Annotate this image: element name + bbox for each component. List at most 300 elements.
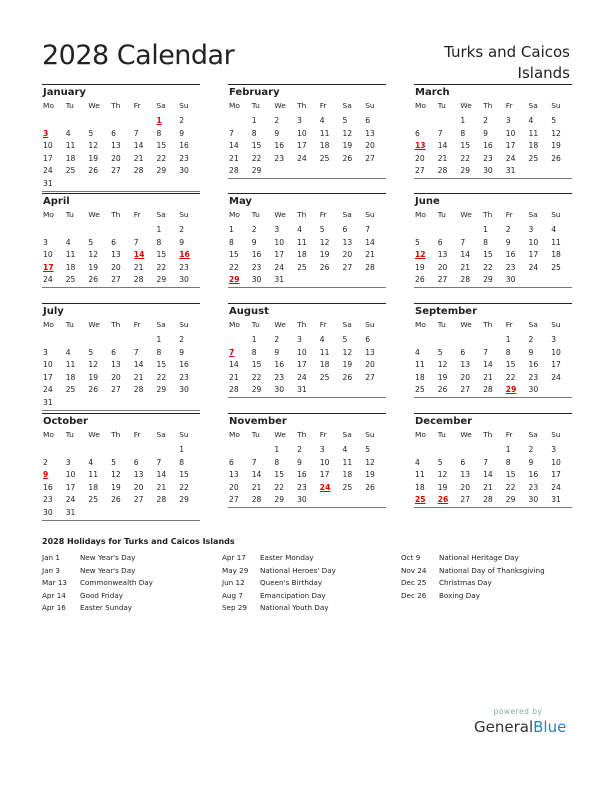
day-cell: 1 (229, 225, 234, 234)
day-cell: 19 (88, 262, 99, 272)
month-name: June (415, 196, 440, 207)
month-name: February (229, 87, 280, 98)
day-cell: 10 (319, 457, 330, 467)
day-cell: 11 (297, 237, 307, 247)
day-cell: 31 (43, 179, 53, 188)
day-cell: 11 (551, 237, 561, 247)
holiday-name: National Day of Thanksgiving (439, 565, 545, 575)
weekday-label: Fr (505, 430, 513, 439)
day-cell: 14 (483, 470, 493, 480)
month-name: January (43, 87, 86, 98)
day-cell: 2 (483, 116, 488, 125)
holiday-name: New Year's Day (80, 565, 136, 575)
day-cell: 25 (551, 262, 561, 272)
day-cell: 17 (43, 153, 53, 163)
weekday-label: Su (179, 430, 189, 439)
weekday-label: Fr (133, 430, 141, 439)
day-cell: 26 (88, 275, 99, 285)
day-cell: 2 (43, 457, 48, 467)
day-cell: 21 (251, 482, 262, 492)
day-cell: 7 (229, 347, 235, 357)
day-cell: 16 (297, 470, 307, 480)
weekday-label: Th (297, 320, 307, 329)
day-cell: 2 (251, 225, 257, 234)
day-cell: 31 (65, 508, 76, 517)
day-cell: 21 (483, 482, 493, 492)
day-cell: 23 (528, 482, 539, 492)
weekday-label: Su (179, 101, 189, 110)
weekday-label: Th (483, 101, 493, 110)
day-cell: 16 (483, 141, 493, 151)
day-cell: 6 (365, 116, 371, 125)
weekday-label: Th (483, 210, 493, 219)
day-cell: 22 (179, 482, 189, 492)
month-bottom-rule (228, 178, 386, 179)
day-cell: 7 (156, 457, 162, 467)
day-cell: 8 (505, 347, 511, 357)
day-cell: 17 (551, 360, 561, 370)
day-cell: 14 (460, 250, 471, 260)
day-cell: 1 (156, 116, 162, 125)
day-cell: 26 (319, 262, 330, 272)
day-cell: 21 (133, 372, 144, 382)
day-cell: 27 (111, 166, 121, 176)
day-cell: 5 (342, 335, 348, 344)
day-cell: 23 (251, 262, 262, 272)
day-cell: 31 (505, 166, 516, 176)
day-cell: 12 (88, 360, 99, 370)
day-cell: 22 (156, 262, 167, 272)
weekday-label: Th (297, 210, 307, 219)
day-cell: 13 (111, 141, 121, 151)
weekday-label: Th (297, 430, 307, 439)
day-cell: 28 (437, 166, 448, 176)
month-bottom-rule (414, 178, 572, 179)
day-cell: 8 (505, 457, 511, 467)
holiday-date: Nov 24 (401, 565, 427, 575)
day-cell: 22 (251, 153, 262, 163)
holidays-title: 2028 Holidays for Turks and Caicos Islands (42, 537, 235, 546)
day-cell: 3 (297, 116, 302, 125)
day-cell: 6 (437, 237, 443, 247)
day-cell: 31 (551, 495, 561, 505)
day-cell: 11 (319, 347, 330, 357)
month-name: May (229, 196, 252, 207)
day-cell: 5 (437, 457, 443, 467)
weekday-label: Sa (156, 320, 166, 329)
month-name: December (415, 416, 473, 427)
day-cell: 24 (551, 372, 561, 382)
month-name: October (43, 416, 88, 427)
day-cell: 16 (179, 360, 189, 370)
day-cell: 2 (528, 335, 534, 344)
day-cell: 6 (365, 335, 371, 344)
weekday-label: Fr (133, 101, 141, 110)
weekday-label: We (460, 430, 472, 439)
day-cell: 31 (274, 275, 285, 285)
month-bottom-rule (42, 410, 200, 411)
weekday-label: Fr (133, 210, 141, 219)
day-cell: 8 (179, 457, 185, 467)
day-cell: 2 (179, 116, 185, 125)
day-cell: 4 (415, 347, 420, 357)
footer-brand (474, 707, 574, 736)
day-cell: 4 (319, 335, 325, 344)
country-name-line2: Islands (517, 64, 570, 82)
day-cell: 20 (111, 372, 121, 382)
day-cell: 28 (229, 385, 239, 395)
day-cell: 26 (437, 495, 449, 505)
day-cell: 3 (43, 237, 48, 247)
day-cell: 4 (88, 457, 94, 467)
month-top-rule (42, 303, 200, 304)
day-cell: 20 (111, 262, 121, 272)
day-cell: 23 (179, 372, 189, 382)
day-cell: 1 (505, 445, 511, 454)
day-cell: 23 (505, 262, 516, 272)
day-cell: 30 (179, 275, 189, 285)
weekday-label: Sa (156, 210, 166, 219)
day-cell: 2 (274, 116, 280, 125)
day-cell: 29 (156, 275, 167, 285)
weekday-label: Su (551, 210, 561, 219)
day-cell: 17 (319, 470, 330, 480)
day-cell: 26 (365, 482, 375, 492)
day-cell: 21 (133, 153, 144, 163)
weekday-label: Th (111, 320, 121, 329)
weekday-label: Fr (133, 320, 141, 329)
weekday-label: Su (551, 320, 561, 329)
day-cell: 9 (297, 457, 302, 467)
day-cell: 7 (365, 225, 371, 234)
day-cell: 11 (319, 128, 330, 138)
weekday-label: Fr (319, 210, 327, 219)
day-cell: 4 (528, 116, 534, 125)
weekday-label: Tu (65, 430, 74, 439)
weekday-label: Mo (415, 430, 426, 439)
day-cell: 11 (65, 250, 76, 260)
day-cell: 6 (460, 457, 466, 467)
day-cell: 24 (274, 262, 285, 272)
day-cell: 6 (111, 347, 116, 357)
day-cell: 2 (297, 445, 302, 454)
month-bottom-rule (228, 507, 386, 508)
holiday-name: Easter Sunday (80, 603, 133, 612)
day-cell: 10 (505, 128, 516, 138)
month-name: April (43, 196, 70, 207)
day-cell: 19 (88, 153, 99, 163)
day-cell: 4 (65, 128, 71, 138)
day-cell: 15 (251, 141, 262, 151)
day-cell: 1 (156, 335, 162, 344)
day-cell: 5 (415, 237, 420, 247)
day-cell: 12 (437, 360, 448, 370)
weekday-label: Sa (528, 430, 538, 439)
weekday-label: Th (111, 210, 121, 219)
holiday-date: Aug 7 (222, 590, 243, 600)
day-cell: 14 (365, 237, 375, 247)
weekday-label: Tu (437, 210, 446, 219)
day-cell: 5 (319, 225, 325, 234)
month-name: November (229, 416, 287, 427)
weekday-label: Su (365, 101, 375, 110)
day-cell: 28 (133, 385, 144, 395)
day-cell: 11 (88, 470, 99, 480)
day-cell: 12 (551, 128, 561, 138)
day-cell: 21 (437, 153, 448, 163)
day-cell: 20 (342, 250, 353, 260)
weekday-label: We (274, 320, 286, 329)
day-cell: 28 (156, 495, 167, 505)
day-cell: 18 (528, 141, 539, 151)
day-cell: 24 (43, 385, 53, 395)
day-cell: 14 (251, 470, 262, 480)
day-cell: 9 (179, 237, 185, 247)
weekday-label: Su (179, 320, 189, 329)
day-cell: 22 (156, 372, 167, 382)
day-cell: 13 (133, 470, 144, 480)
day-cell: 1 (460, 116, 466, 125)
day-cell: 9 (505, 237, 511, 247)
day-cell: 25 (528, 153, 539, 163)
day-cell: 22 (251, 372, 262, 382)
day-cell: 18 (342, 470, 353, 480)
weekday-label: Fr (505, 210, 513, 219)
day-cell: 20 (229, 482, 239, 492)
day-cell: 13 (437, 250, 448, 260)
day-cell: 3 (43, 347, 48, 357)
brand-blue: Blue (533, 718, 567, 736)
day-cell: 1 (156, 225, 162, 234)
day-cell: 30 (179, 385, 189, 395)
day-cell: 27 (111, 385, 121, 395)
month-top-rule (42, 413, 200, 414)
day-cell: 25 (88, 495, 99, 505)
day-cell: 22 (274, 482, 285, 492)
day-cell: 28 (133, 166, 144, 176)
holiday-name: Good Friday (80, 590, 123, 600)
weekday-label: Mo (43, 320, 54, 329)
weekday-label: Mo (415, 210, 426, 219)
day-cell: 24 (528, 262, 539, 272)
day-cell: 20 (365, 360, 375, 370)
day-cell: 26 (88, 385, 99, 395)
day-cell: 13 (365, 128, 375, 138)
day-cell: 14 (229, 141, 239, 151)
day-cell: 8 (251, 347, 257, 357)
holiday-name: Christmas Day (439, 578, 492, 587)
day-cell: 14 (156, 470, 167, 480)
day-cell: 27 (111, 275, 121, 285)
month-bottom-rule (228, 287, 386, 288)
holiday-date: Mar 13 (42, 578, 67, 587)
weekday-label: Fr (319, 320, 327, 329)
day-cell: 30 (528, 495, 539, 505)
day-cell: 4 (65, 237, 71, 247)
day-cell: 28 (460, 275, 471, 285)
day-cell: 21 (229, 153, 239, 163)
day-cell: 8 (156, 237, 162, 247)
weekday-label: We (274, 101, 286, 110)
day-cell: 26 (342, 153, 353, 163)
day-cell: 17 (65, 482, 76, 492)
day-cell: 2 (179, 335, 185, 344)
day-cell: 20 (437, 262, 448, 272)
day-cell: 24 (65, 495, 76, 505)
day-cell: 17 (297, 360, 307, 370)
day-cell: 11 (415, 360, 425, 370)
holiday-name: National Heritage Day (439, 553, 519, 562)
holiday-name: National Heroes' Day (260, 565, 336, 575)
day-cell: 2 (179, 225, 185, 234)
month-top-rule (228, 303, 386, 304)
day-cell: 5 (437, 347, 443, 357)
day-cell: 27 (229, 495, 239, 505)
weekday-label: Tu (65, 210, 74, 219)
day-cell: 27 (460, 385, 471, 395)
holiday-name: Easter Monday (260, 553, 314, 562)
day-cell: 5 (88, 128, 94, 138)
day-cell: 24 (43, 275, 53, 285)
day-cell: 2 (274, 335, 280, 344)
day-cell: 16 (274, 141, 285, 151)
day-cell: 8 (156, 347, 162, 357)
day-cell: 7 (483, 457, 488, 467)
day-cell: 6 (342, 225, 348, 234)
day-cell: 21 (229, 372, 239, 382)
month-top-rule (414, 303, 572, 304)
day-cell: 7 (133, 347, 139, 357)
day-cell: 14 (483, 360, 493, 370)
month-name: March (415, 87, 450, 98)
weekday-label: We (88, 101, 100, 110)
day-cell: 10 (65, 470, 76, 480)
day-cell: 29 (179, 495, 189, 505)
day-cell: 9 (43, 470, 49, 480)
day-cell: 27 (342, 262, 353, 272)
day-cell: 19 (365, 470, 375, 480)
weekday-label: Th (483, 320, 493, 329)
day-cell: 30 (43, 508, 53, 517)
day-cell: 5 (88, 237, 94, 247)
day-cell: 20 (133, 482, 144, 492)
day-cell: 30 (179, 166, 189, 176)
weekday-label: We (88, 430, 100, 439)
day-cell: 30 (251, 275, 262, 285)
weekday-label: Tu (251, 210, 260, 219)
holiday-name: National Youth Day (260, 603, 329, 612)
page-title: 2028 Calendar (42, 40, 235, 71)
day-cell: 23 (179, 262, 189, 272)
day-cell: 24 (505, 153, 516, 163)
weekday-label: Th (483, 430, 493, 439)
month-name: September (415, 306, 477, 317)
day-cell: 13 (342, 237, 353, 247)
holiday-date: Apr 16 (42, 603, 66, 612)
day-cell: 18 (65, 262, 76, 272)
day-cell: 24 (43, 166, 53, 176)
weekday-label: We (274, 430, 286, 439)
day-cell: 14 (229, 360, 239, 370)
day-cell: 21 (156, 482, 167, 492)
month-bottom-rule (414, 397, 572, 398)
holiday-date: Dec 25 (401, 578, 427, 587)
day-cell: 10 (528, 237, 539, 247)
day-cell: 13 (111, 250, 121, 260)
day-cell: 3 (43, 128, 49, 138)
day-cell: 3 (319, 445, 325, 454)
day-cell: 11 (65, 360, 76, 370)
day-cell: 15 (156, 250, 167, 260)
day-cell: 23 (274, 153, 285, 163)
day-cell: 16 (274, 360, 285, 370)
weekday-label: We (460, 210, 472, 219)
day-cell: 25 (319, 372, 330, 382)
day-cell: 30 (505, 275, 516, 285)
day-cell: 26 (342, 372, 353, 382)
day-cell: 4 (319, 116, 325, 125)
day-cell: 12 (415, 250, 426, 260)
day-cell: 10 (43, 141, 53, 151)
day-cell: 12 (342, 347, 353, 357)
day-cell: 5 (365, 445, 371, 454)
day-cell: 15 (229, 250, 239, 260)
month-top-rule (42, 193, 200, 194)
weekday-label: Sa (342, 320, 352, 329)
day-cell: 29 (251, 166, 262, 176)
day-cell: 29 (251, 385, 262, 395)
day-cell: 10 (551, 457, 561, 467)
month-top-rule (42, 84, 200, 85)
day-cell: 28 (365, 262, 375, 272)
day-cell: 12 (88, 250, 99, 260)
day-cell: 9 (274, 128, 280, 138)
day-cell: 4 (415, 457, 420, 467)
month-top-rule (414, 84, 572, 85)
month-bottom-rule (42, 191, 200, 192)
month-top-rule (228, 193, 386, 194)
weekday-label: Mo (229, 320, 240, 329)
day-cell: 7 (133, 237, 139, 247)
day-cell: 18 (65, 372, 76, 382)
weekday-label: Su (365, 210, 375, 219)
holiday-date: May 29 (222, 565, 249, 575)
day-cell: 11 (65, 141, 76, 151)
day-cell: 8 (229, 237, 234, 247)
day-cell: 1 (251, 116, 257, 125)
month-top-rule (414, 413, 572, 414)
day-cell: 20 (365, 141, 375, 151)
day-cell: 19 (342, 360, 353, 370)
weekday-label: Fr (505, 101, 513, 110)
holiday-name: Commonwealth Day (80, 578, 153, 587)
month-bottom-rule (228, 397, 386, 398)
day-cell: 19 (88, 372, 99, 382)
day-cell: 22 (156, 153, 167, 163)
day-cell: 1 (505, 335, 511, 344)
day-cell: 16 (528, 470, 539, 480)
country-name (350, 42, 570, 84)
day-cell: 29 (460, 166, 471, 176)
weekday-label: Mo (415, 101, 426, 110)
day-cell: 25 (415, 495, 426, 505)
weekday-label: Sa (528, 320, 538, 329)
day-cell: 28 (483, 495, 493, 505)
month-name: July (43, 306, 64, 317)
day-cell: 21 (483, 372, 493, 382)
day-cell: 23 (274, 372, 285, 382)
weekday-label: Mo (229, 210, 240, 219)
